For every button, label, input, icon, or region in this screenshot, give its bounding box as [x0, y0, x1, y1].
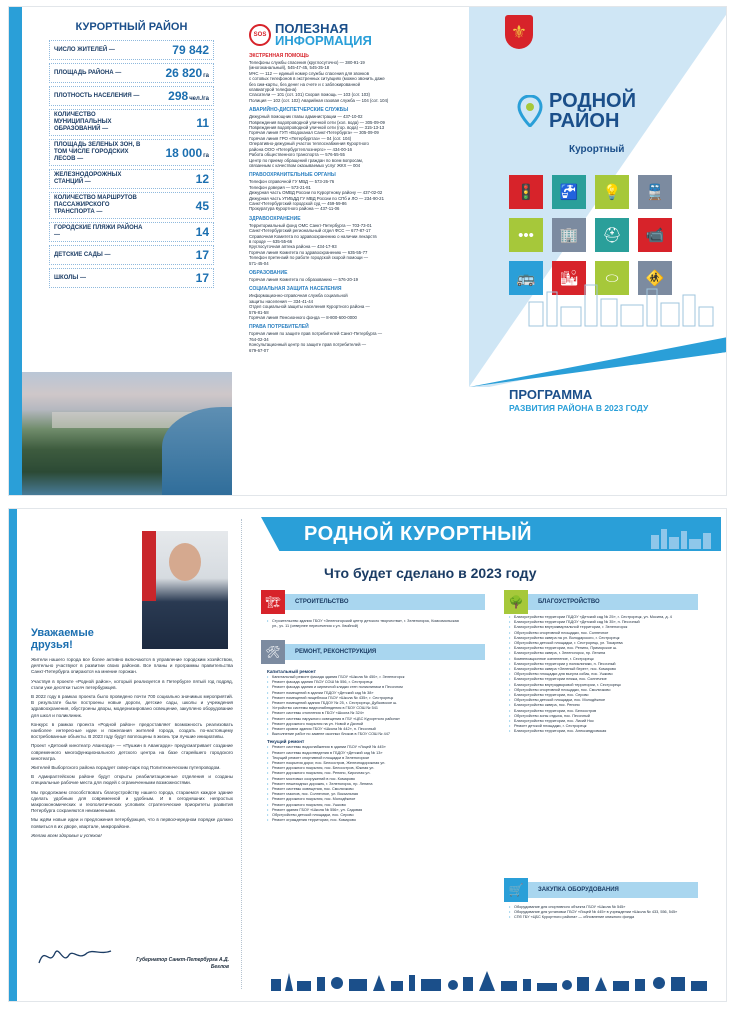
list-item: • Ремонт дорожного покрытия, пос. Молодёжное: [267, 797, 463, 802]
list-item: • Благоустройство территории, пос. Репино, Приморское ш.: [509, 646, 699, 651]
info-line: 764-02-34: [249, 336, 269, 342]
letter-paragraph: Желаю всем здоровья и успехов!: [31, 832, 102, 838]
info-line: Телефон претензий по работе городской скорой помощи —: [249, 255, 369, 261]
list-item: • Ремонт здания ГБОУ «Школа № 556», ул. Садовая: [267, 808, 463, 813]
stat-value: [196, 116, 209, 130]
water-tap-icon: 🚰: [552, 175, 586, 209]
list-item: • Ремонт ограждения территории, пос. Комарово: [267, 818, 463, 823]
list-item: • Капитальный ремонт фасада здания ГБОУ «Школа № 450», г. Зеленогорск: [267, 675, 463, 680]
letter-paragraph: В 2022 году в рамках проекта было проведено почти 700 социально значимых мероприятий. В результате были построены новые дороги, детские сады, школы и учреждения здравоохранения, обустроены дворы, модернизировано освещение, закуплено оборудование для школ и поликлиник.: [31, 694, 233, 718]
info-line: Санкт-Петербургский городской суд — 459-59-86: [249, 200, 347, 206]
letter-paragraph: Участвуя в проекте «Родной район», который реализуется в Петербурге пятый год подряд, стали уже десятки тысяч петербуржцев.: [31, 678, 233, 690]
info-line: Горячая линия Комитета по здравоохранению — 635-55-77: [249, 249, 368, 255]
info-line: без сим-карты, без денег на счете и с заблокированной: [249, 81, 360, 87]
stats-list: [49, 40, 214, 288]
repair-tools-icon: 🛠: [261, 640, 285, 664]
list-item: • Компенсационное озеленение, г. Сестрорецк: [509, 657, 699, 662]
info-line: Горячая линия ГУП «Водоканал Санкт-Петербурга» — 305-09-09: [249, 130, 379, 136]
list-item: • Ремонт помещений здания ГБДОУ № 25, г. Сестрорецк, Дубковское ш.: [267, 701, 463, 706]
info-line: Работа общественного транспорта — 576-55-55: [249, 152, 345, 158]
list-item: • Благоустройство территории у поликлиники, п. Песочный: [509, 662, 699, 667]
coast-aerial-photo: [22, 372, 232, 496]
info-section-title: СОЦИАЛЬНАЯ ЗАЩИТА НАСЕЛЕНИЯ: [249, 286, 342, 293]
camera-icon: 📹: [638, 218, 672, 252]
info-line: Спасатели — 101 (сот. 101) Скорая помощь — 103 (сот. 103): [249, 92, 370, 98]
stat-unit: чел./га: [189, 96, 209, 102]
category-construction: [261, 591, 485, 613]
stat-label: ПЛОЩАДЬ РАЙОНА —: [54, 69, 122, 76]
location-pin-icon: [517, 95, 543, 127]
traffic-light-icon: 🚦: [509, 175, 543, 209]
equipment-list: [509, 905, 699, 921]
info-line: Горячая линия Пенсионного фонда — 8-800-600-0000: [249, 315, 357, 321]
stat-row: [49, 139, 214, 166]
category-landscaping-title: БЛАГОУСТРОЙСТВО: [528, 594, 698, 610]
cover-panel: [469, 7, 727, 496]
info-line: Круглосуточная аптека района — 434-17-93: [249, 244, 337, 250]
stat-row: [49, 109, 214, 136]
stat-number: 17: [195, 248, 209, 262]
construction-list: [267, 619, 463, 629]
info-line: района ООО «Петербургтеплоэнерго» — 434-00-16: [249, 146, 353, 152]
stat-row: [49, 222, 214, 242]
stat-number: 12: [195, 172, 209, 186]
info-line: Телефон доверия — 573-21-81: [249, 184, 311, 190]
banner-title: РОДНОЙ КУРОРТНЫЙ: [304, 523, 533, 545]
stat-number: 45: [195, 198, 209, 213]
list-item: • Ремонт кровли здания ГБОУ «Школа № 442», п. Песочный: [267, 727, 463, 732]
stat-unit: га: [203, 73, 209, 79]
info-line: Центр по приему обращений граждан по всем вопросам,: [249, 157, 364, 163]
list-item: • Ремонт дорожного покрытия, пос. Репино, Кирочная ул.: [267, 771, 463, 776]
crosswalk-icon: 🚸: [638, 261, 672, 295]
useful-info-header: [249, 23, 454, 47]
stat-row: [49, 192, 214, 219]
list-item: • Строительство здания ГБОУ «Зеленогорский центр детского творчества», г. Зеленогорск, Комсомольская ул., уч. 11 (севернее пересечения с ул. Хвойной): [267, 619, 463, 629]
list-item: • Текущий ремонт спортивной площадки в Зеленогорске: [267, 756, 463, 761]
info-line: 576-81-58: [249, 309, 269, 315]
list-item: • Благоустройство территории, пос. Александровская: [509, 729, 699, 734]
list-item: • Ремонт системы освещения, пос. Смолячково: [267, 787, 463, 792]
info-line: Консультационный центр по защите прав потребителей —: [249, 342, 367, 348]
stat-label: КОЛИЧЕСТВО МАРШРУТОВ ПАССАЖИРСКОГО ТРАНСПОРТА —: [54, 195, 137, 215]
brand-title: РОДНОЙ РАЙОН: [549, 90, 636, 132]
list-item: • Благоустройство сквера, пос. Репино: [509, 703, 699, 708]
stat-number: 11: [196, 115, 209, 130]
city-landmarks-strip: [267, 967, 712, 991]
list-item: • Обустройство детской площадки, пос. Серово: [267, 813, 463, 818]
list-item: • Благоустройство сквера, г. Зеленогорск, пр. Ленина: [509, 651, 699, 656]
list-item: • Выполнение работ по замене оконных блоков в ГБОУ СОШ № 447: [267, 732, 463, 737]
useful-info-title: ПОЛЕЗНАЯ ИНФОРМАЦИЯ: [275, 21, 372, 48]
landscaping-list: [509, 615, 699, 735]
info-line: Горячая линия ГРО «Петербурггаз» — 04 (сот. 104): [249, 135, 352, 141]
info-line: клавиатурой телефона): [249, 87, 297, 93]
info-line: в городе — 635-55-66: [249, 238, 293, 244]
category-repair-title: РЕМОНТ, РЕКОНСТРУКЦИЯ: [285, 644, 485, 660]
district-stats: [49, 21, 214, 291]
city-icon: 🏙: [552, 261, 586, 295]
stat-unit: га: [203, 152, 209, 159]
bus-icon: 🚌: [509, 261, 543, 295]
stat-label: ПЛОЩАДЬ ЗЕЛЕНЫХ ЗОН, В ТОМ ЧИСЛЕ ГОРОДСКИХ ЛЕСОВ —: [54, 142, 141, 162]
list-item: • Ремонт системы водоотведения в ГБДОУ «Детский сад № 13»: [267, 751, 463, 756]
info-line: Отдел социальной защиты населения Курортного района —: [249, 304, 370, 310]
list-item: • Ремонт пешеходных дорожек, г. Зеленогорск, пр. Ленина: [267, 782, 463, 787]
info-line: Повреждения водопроводной уличной сети (гор. вода) — 315-13-13: [249, 125, 385, 131]
repair-capital-title: Капитальный ремонт: [267, 669, 316, 674]
info-line: Дежурная часть УГИБДД ГУ МВД России по СПб и ЛО — 234-90-21: [249, 195, 384, 201]
list-item: • Ремонт мостовых сооружений в пос. Комарово: [267, 777, 463, 782]
stat-label: ЧИСЛО ЖИТЕЛЕЙ —: [54, 46, 115, 53]
info-line: Повреждения водопроводной уличной сети (хол. вода) — 305-09-09: [249, 119, 385, 125]
stat-value: [196, 225, 209, 239]
list-item: • Благоустройство сквера «Зеленый берег», пос. Комарово: [509, 667, 699, 672]
info-line: с сотовых телефонов в экстренных ситуациях (можно звонить даже: [249, 76, 385, 82]
fold-divider: [241, 519, 242, 989]
building-icon: 🏢: [552, 218, 586, 252]
stat-number: 17: [195, 271, 209, 285]
governor-letter: [31, 657, 233, 842]
category-landscaping: [504, 591, 698, 613]
info-line: Горячая линия Комитета по образованию — 576-20-19: [249, 277, 359, 282]
list-item: • Благоустройство территории, пос. Белоостров: [509, 709, 699, 714]
letter-paragraph: Мы продолжаем способствовать благоустройству нашего города, стараемся каждое здание сделать удобным для современной и удобным. И в сегодняшних непростых макроэкономических и геополитических условиях стратегические приоритеты развития Петербурга сохраняются неизменными.: [31, 789, 233, 814]
program-title: ПРОГРАММА: [509, 387, 593, 402]
info-line: Полиция — 102 (сот. 102) Аварийная газовая служба — 104 (сот. 104): [249, 97, 389, 103]
list-item: • Благоустройство территории ГБДОУ «Детский сад № 25», г. Сестрорецк, ул. Мосина, д. 4: [509, 615, 699, 620]
list-item: • Обустройство зоны отдыха, пос. Песочный: [509, 714, 699, 719]
list-item: • Ремонт детской площадки, г. Сестрорецк: [509, 724, 699, 729]
info-line: 571-45-04: [249, 260, 269, 266]
category-equipment-title: ЗАКУПКА ОБОРУДОВАНИЯ: [528, 882, 698, 898]
info-line: Телефон справочной ГУ МВД — 573-26-76: [249, 179, 335, 185]
list-item: • Оборудование для установки ГБОУ «Лицей № 445» в учреждении «Школа № 433, 556, 545»: [509, 910, 699, 915]
list-item: • Обустройство детской площадки, г. Сестрорецк, ул. Токарева: [509, 641, 699, 646]
useful-info: [249, 23, 454, 353]
list-item: • СПб ГБУ «ЦБС Курортного района» — обновление книжного фонда: [509, 915, 699, 920]
repair-current-title: Текущий ремонт: [267, 739, 305, 745]
stat-label: ШКОЛЫ —: [54, 274, 86, 281]
city-skyline-illustration: [519, 277, 719, 327]
stat-number: 26 820: [165, 66, 203, 80]
stat-label: КОЛИЧЕСТВО МУНИЦИПАЛЬНЫХ ОБРАЗОВАНИЙ —: [54, 112, 112, 132]
letter-paragraph: Проект «Детский кинотеатр Авангард» — «Пушкин в Авангарде» предусматривает создание современного многофункционального детского центра на базе старейшего городского кинотеатра.: [31, 743, 233, 761]
info-section-title: ЗДРАВООХРАНЕНИЕ: [249, 215, 301, 222]
category-construction-title: СТРОИТЕЛЬСТВО: [285, 594, 485, 610]
edge-strip: [9, 509, 17, 1001]
info-line: Территориальный фонд ОМС Санкт-Петербурга — 703-73-01: [249, 222, 372, 228]
info-section-title: ЭКСТРЕННАЯ ПОМОЩЬ: [249, 53, 309, 59]
list-item: • Обустройство площадки для выгула собак, пос. Ушково: [509, 672, 699, 677]
signature-title: Губернатор Санкт-Петербурга А.Д. Беглов: [136, 957, 229, 970]
stat-label: ПЛОТНОСТЬ НАСЕЛЕНИЯ —: [54, 92, 140, 99]
governor-photo: [142, 531, 228, 649]
info-section-title: АВАРИЙНО-ДИСПЕТЧЕРСКИЕ СЛУЖБЫ: [249, 107, 349, 114]
stats-title: КУРОРТНЫЙ РАЙОН: [75, 21, 188, 33]
info-section-title: ПРАВООХРАНИТЕЛЬНЫЕ ОРГАНЫ: [249, 172, 336, 179]
list-item: • Обустройство детской площадки, пос. Молодёжное: [509, 698, 699, 703]
city-emblem-icon: ⚜: [505, 15, 533, 49]
letter-paragraph: Конкурс в рамках проекта «Родной район» предоставляет возможность реализовать наиболее интересные идеи и пожелания жителей города, создать по-настоящему востребованные объекты. В 2023 году будут воплощены в жизнь три лучшие инициативы.: [31, 721, 233, 740]
sos-icon: SOS: [249, 24, 271, 46]
stat-value: [196, 248, 209, 262]
useful-info-sections: [249, 53, 454, 353]
info-line: Информационно-справочная служба социальной: [249, 293, 348, 299]
category-repair: [261, 641, 485, 663]
info-line: связанным с качеством оказываемых услуг ЖКХ — 004: [249, 162, 361, 168]
list-item: • Обустройство спортивной площадки, пос. Солнечное: [509, 631, 699, 636]
info-line: Горячая линия по защите прав потребителей Санкт-Петербурга —: [249, 331, 383, 337]
info-line: 679-67-07: [249, 347, 269, 353]
info-line: Дежурный помощник главы администрации — 437-10-02: [249, 114, 363, 120]
list-item: • Благоустройство территории ГБДОУ «Детский сад № 35», п. Песочный: [509, 620, 699, 625]
stat-label: ЖЕЛЕЗНОДОРОЖНЫХ СТАНЦИЙ —: [54, 172, 122, 185]
list-item: • Ремонт фасада здания ГБОУ СОШ № 556, г. Сестрорецк: [267, 680, 463, 685]
greeting: Уважаемые друзья!: [31, 627, 94, 651]
stat-label: ГОРОДСКИЕ ПЛЯЖИ РАЙОНА —: [54, 225, 143, 238]
list-item: • Ремонт покрытия дорог, пос. Белоостров, Железнодорожная ул.: [267, 761, 463, 766]
brochure-inner-sheet: [8, 508, 727, 1002]
list-item: • Устройство системы видеонаблюдения в ГБОУ СОШ № 541: [267, 706, 463, 711]
list-item: • Ремонт системы отопления в ГБОУ «Школа № 324»: [267, 711, 463, 716]
info-line: МЧС — 112 — единый номер службы спасения для звонков: [249, 70, 369, 76]
category-equipment: [504, 879, 698, 901]
stat-value: [165, 146, 209, 160]
info-line: (многоканальный), 545-47-45, 545-35-18: [249, 65, 330, 71]
info-section-title: ОБРАЗОВАНИЕ: [249, 270, 288, 276]
brand-logo: [517, 91, 636, 131]
stat-row: [49, 63, 214, 83]
medical-icon: ⛑: [595, 218, 629, 252]
stat-value: [196, 172, 209, 186]
edge-strip: [9, 7, 22, 495]
info-line: защиты населения — 334-41-44: [249, 298, 313, 304]
landscaping-tree-icon: 🌳: [504, 590, 528, 614]
list-item: • Ремонт дорожного покрытия, пос. Белоостров, Южная ул.: [267, 766, 463, 771]
stat-number: 298: [168, 89, 189, 103]
list-item: • Благоустройство сквера на ул. Володарского, г. Сестрорецк: [509, 636, 699, 641]
list-item: • Ремонт дорожного покрытия на ул. Новой и Дачной: [267, 722, 463, 727]
list-item: • Обустройство спортивной площадки, пос. Смолячково: [509, 688, 699, 693]
stat-value: [196, 271, 209, 285]
stat-value: [165, 66, 209, 80]
letter-paragraph: Жителей Выборгского района порадует сквер-парк под Политехническим путепроводом.: [31, 765, 221, 771]
dots-icon: •••: [509, 218, 543, 252]
list-item: • Благоустройство внутридворовой территории, г. Сестрорецк: [509, 683, 699, 688]
buildings-decoration-icon: [649, 525, 719, 549]
letter-paragraph: Жители нашего города все более активно включаются в управление городским хозяйством, деятельно участвуют в развитии своих районов. Все планы и программы правительства Санкт-Петербурга опираются на мнение горожан.: [31, 657, 233, 675]
list-item: • Благоустройство территории, пос. Серово: [509, 693, 699, 698]
repair-list: [267, 667, 463, 823]
program-subtitle: РАЗВИТИЯ РАЙОНА В 2023 ГОДУ: [509, 403, 649, 413]
list-item: • Благоустройство территории, пос. Лисий Нос: [509, 719, 699, 724]
stat-row: [49, 245, 214, 265]
list-item: • Ремонт дорожного покрытия, пос. Ушково: [267, 803, 463, 808]
info-line: Дежурная часть ОМВД России по Курортному району — 437-02-02: [249, 190, 383, 196]
stat-value: [168, 89, 209, 103]
letter-paragraph: В Адмиралтейском районе будут открыты реабилитационные отделения и созданы специальные рабочие места для людей с ограниченными возможностями.: [31, 774, 233, 786]
list-item: • Ремонт системы водоснабжения в здании ГБОУ «Лицей № 445»: [267, 745, 463, 750]
list-item: • Благоустройство внутриквартальной территории, г. Зеленогорск: [509, 625, 699, 630]
list-item: • Ремонт системы наружного освещения в ГБУ «ЦБС Курортного района»: [267, 717, 463, 722]
brand-subtitle: Курортный: [569, 144, 625, 155]
info-line: Прокуратура Курортного района — 437-11-06: [249, 206, 340, 212]
brochure-outer-sheet: [8, 6, 727, 496]
stat-number: 18 000: [165, 145, 203, 160]
letter-paragraph: Мы ждём новые идеи и предложения петербуржцев, что в первоочередном порядке должно появиться в их дворе, квартале, микрорайоне.: [31, 817, 233, 829]
stat-label: ДЕТСКИЕ САДЫ —: [54, 251, 111, 258]
stat-number: 14: [195, 225, 209, 239]
construction-crane-icon: 🏗: [261, 590, 285, 614]
stat-row: [49, 169, 214, 189]
stat-number: 79 842: [172, 43, 209, 57]
info-section-title: ПРАВА ПОТРЕБИТЕЛЕЙ: [249, 324, 309, 331]
list-item: • Ремонт помещений пищеблока ГБОУ «Школа № 435», г. Сестрорецк: [267, 696, 463, 701]
info-line: Санкт-Петербургский региональный отдел ФСС — 677-87-17: [249, 228, 371, 234]
list-item: • Ремонт помещений в здании ГБДОУ «Детский сад № 38»: [267, 691, 463, 696]
list-item: • Ремонт фасада здания и кирпичной кладки стен поликлиники в Песочном: [267, 685, 463, 690]
stat-value: [196, 199, 209, 213]
stat-row: [49, 40, 214, 60]
stat-row: [49, 86, 214, 106]
lamp-icon: 💡: [595, 175, 629, 209]
oval-icon: ⬭: [595, 261, 629, 295]
stat-value: [172, 43, 209, 57]
stat-row: [49, 268, 214, 288]
info-line: Оперативно-дежурный участок теплоснабжения Курортного: [249, 141, 369, 147]
list-item: • Благоустройство территории пляжа, пос. Солнечное: [509, 677, 699, 682]
info-line: Справочная Комитета по здравоохранению о наличии лекарств: [249, 233, 377, 239]
info-line: Телефоны службы спасения (круглосуточно) — 380-91-19: [249, 60, 365, 65]
equipment-cart-icon: 🛒: [504, 878, 528, 902]
plan-subtitle: Что будет сделано в 2023 году: [324, 565, 537, 581]
list-item: • Ремонт газонов, пос. Солнечное, ул. Вокзальная: [267, 792, 463, 797]
signature-icon: [35, 941, 115, 971]
train-icon: 🚆: [638, 175, 672, 209]
list-item: • Оборудование для спортивного объекта ГБОУ «Школа № 545»: [509, 905, 699, 910]
